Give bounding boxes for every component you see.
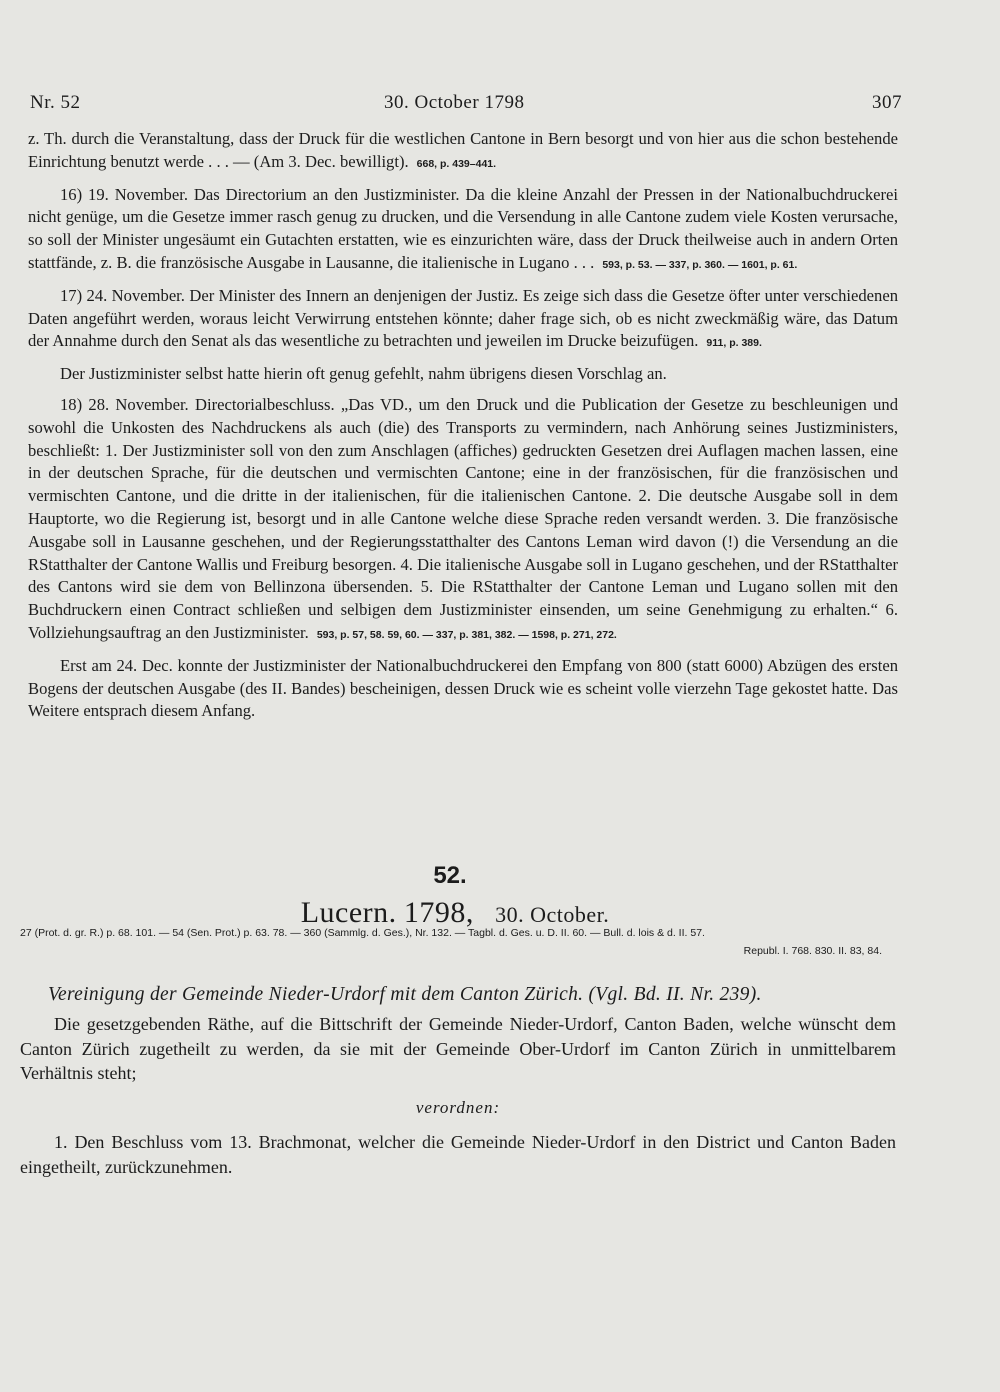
paragraph	[28, 184, 898, 277]
paragraph	[28, 363, 898, 386]
header-number: Nr. 52	[30, 92, 81, 113]
paragraph-text: z. Th. durch die Veranstaltung, dass der Druck für die westlichen Cantone in Bern besorgt und von hier aus die schon bestehende Einrichtung benutzt werde . . . — (Am 3. Dec. bewilligt).	[28, 129, 898, 171]
document-day: 30. October.	[495, 902, 610, 927]
sources-note	[20, 924, 882, 960]
source-reference: 593, p. 53. — 337, p. 360. — 1601, p. 61.	[602, 258, 798, 271]
paragraph-text: 17) 24. November. Der Minister des Innern an denjenigen der Justiz. Es zeige sich dass die Gesetze öfter unter verschiedenen Daten angeführt werden, woraus leicht Verwirrung entstehen könnte; daher frage sich, ob es nicht zweckmäßig wäre, das Datum der Annahme durch den Senat als das wesentliche zu betrachten und jeweilen im Drucke beizufügen.	[28, 285, 898, 351]
header-date: 30. October 1798	[384, 92, 525, 113]
document-place: Lucern.	[300, 896, 397, 929]
paragraph-text: 18) 28. November. Directorialbeschluss. „Das VD., um den Druck und die Publication der Gesetze zu beschleunigen und sowohl die Unkosten des Nachdruckens als auch (die) des Transports zu vermindern, nach Anhörung seines Justizministers, beschließt: 1. Der Justizminister soll von den zum Anschlagen (affiches) gedruckten Gesetzen drei Auflagen machen lassen, eine in der deutschen Sprache, für die deutschen und vermischten Cantone; eine in der französischen, für die französischen und vermischten Cantone, und die dritte in der italienischen, für die italienischen Cantone. 2. Die deutsche Ausgabe soll in dem Hauptorte, wo die Regierung ist, besorgt und in alle Cantone welche diese Sprache reden versandt werden. 3. Die französische Ausgabe soll in Lausanne geschehen, und der Regierungsstatthalter des Cantons Leman wird davon (!) die Versendung an die RStatthalter der Cantone Wallis und Freiburg besorgen. 4. Die italienische Ausgabe soll in Lugano geschehen, und der RStatthalter des Cantons wird sie dem von Bellinzona übersenden. 5. Die RStatthalter der Cantone Leman und Lugano sollen mit den Buchdruckern einen Contract schließen und selbigen dem Justizminister einsenden, um seine Genehmigung zu erhalten.“ 6. Vollziehungsauftrag an den Justizminister.	[28, 394, 898, 642]
document-number: 52.	[433, 862, 467, 889]
preamble: Die gesetzgebenden Räthe, auf die Bittschrift der Gemeinde Nieder-Urdorf, Canton Baden, welche wünscht dem Canton Zürich zugetheilt zu werden, da sie mit der Gemeinde Ober-Urdorf im Canton Zürich in unmittelbarem Verhältnis steht;	[20, 1014, 896, 1083]
sources-line: Republ. I. 768. 830. II. 83, 84.	[743, 945, 882, 957]
decree-text	[20, 1012, 896, 1179]
source-reference: 668, p. 439–441.	[416, 157, 497, 170]
paragraph-text: Erst am 24. Dec. konnte der Justizminister der Nationalbuchdruckerei den Empfang von 800 (statt 6000) Abzügen des ersten Bogens der deutschen Ausgabe (des II. Bandes) bescheinigen, dessen Druck wie es scheint volle vierzehn Tage gekostet hatte. Das Weitere entsprach diesem Anfang.	[28, 655, 898, 721]
paragraph	[28, 285, 898, 355]
paragraph	[28, 394, 898, 647]
verordnen-heading: verordnen:	[415, 1097, 501, 1117]
sources-line: 27 (Prot. d. gr. R.) p. 68. 101. — 54 (Sen. Prot.) p. 63. 78. — 360 (Sammlg. d. Ges.), Nr. 132. — Tagbl. d. Ges. u. D. II. 60. — Bull. d. lois & d. II. 57.	[20, 927, 705, 939]
article: 1. Den Beschluss vom 13. Brachmonat, welcher die Gemeinde Nieder-Urdorf in den District und Canton Baden eingetheilt, zurückzunehmen.	[20, 1132, 896, 1177]
main-text	[28, 128, 898, 731]
document-title: Vereinigung der Gemeinde Nieder-Urdorf mit dem Canton Zürich. (Vgl. Bd. II. Nr. 239).	[48, 984, 762, 1005]
page-number: 307	[872, 92, 902, 113]
running-header	[30, 92, 902, 114]
source-reference: 911, p. 389.	[706, 337, 762, 350]
paragraph-text: 16) 19. November. Das Directorium an den Justizminister. Da die kleine Anzahl der Pressen in der Nationalbuchdruckerei nicht genüge, um die Gesetze immer rasch genug zu drucken, und die Versendung in alle Cantone zudem viele Kosten verursache, so soll der Minister ungesäumt ein Gutachten erstatten, wie es einzurichten wäre, dass der Druck theilweise auch in andern Orten stattfände, z. B. die französische Ausgabe in Lausanne, die italienische in Lugano . . .	[28, 184, 898, 272]
paragraph	[28, 128, 898, 176]
paragraph-text: Der Justizminister selbst hatte hierin oft genug gefehlt, nahm übrigens diesen Vorschlag an.	[60, 364, 667, 384]
document-year: 1798,	[403, 896, 474, 929]
paragraph	[28, 655, 898, 723]
source-reference: 593, p. 57, 58. 59, 60. — 337, p. 381, 382. — 1598, p. 271, 272.	[316, 628, 617, 641]
